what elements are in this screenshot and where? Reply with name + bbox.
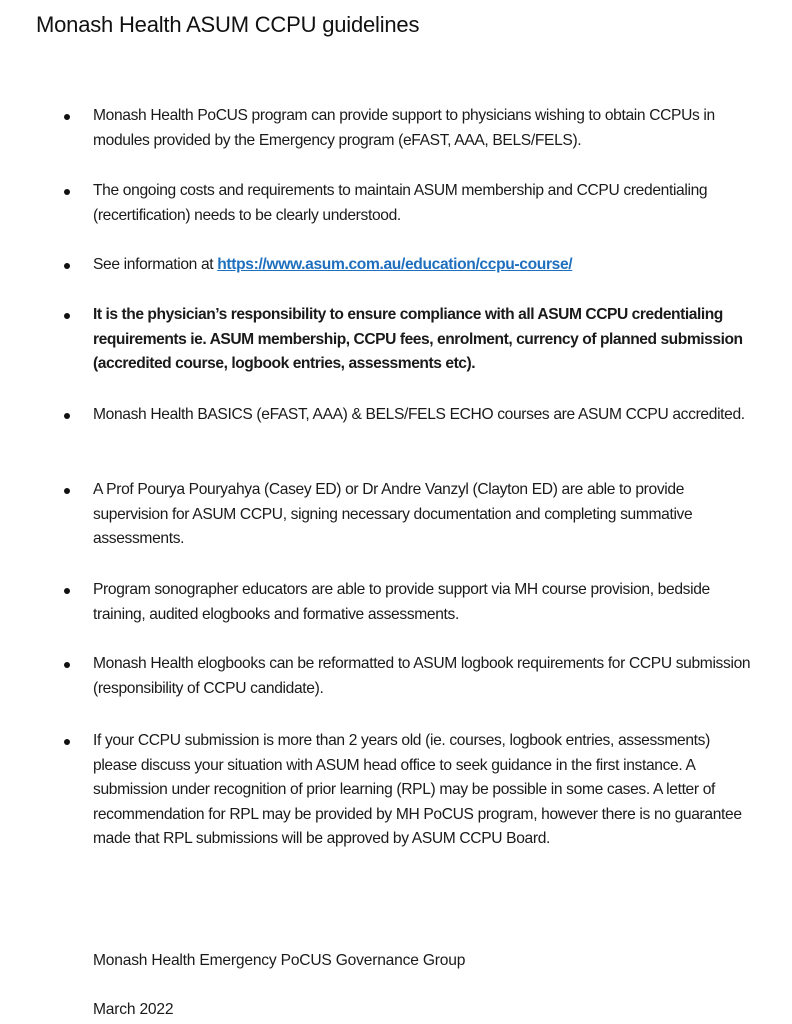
governance-group-signature: Monash Health Emergency PoCUS Governance Group <box>93 952 466 969</box>
bullet-icon <box>64 263 70 269</box>
bullet-icon <box>64 588 70 594</box>
link-prefix: See information at <box>93 256 218 273</box>
bullet-icon <box>64 189 70 195</box>
bullet-icon <box>64 313 70 319</box>
bullet-text: If your CCPU submission is more than 2 years old (ie. courses, logbook entries, assessments) please discuss your situation with ASUM head office to seek guidance in the first instance. A submission under recognition of prior learning (RPL) may be possible in some cases. A letter of recommendation for RPL may be provided by MH PoCUS program, however there is no guarantee made that RPL submissions will be approved by ASUM CCPU Board. <box>93 732 742 847</box>
bullet-icon <box>64 413 70 419</box>
document-title: Monash Health ASUM CCPU guidelines <box>36 12 420 37</box>
bullet-text: A Prof Pourya Pouryahya (Casey ED) or Dr Andre Vanzyl (Clayton ED) are able to provide supervision for ASUM CCPU, signing necessary documentation and completing summative assessments. <box>93 481 693 547</box>
bullet-icon <box>64 739 70 745</box>
bullet-text: The ongoing costs and requirements to maintain ASUM membership and CCPU credentialing (recertification) needs to be clearly understood. <box>93 182 708 224</box>
bullet-icon <box>64 662 70 668</box>
bullet-text: Monash Health PoCUS program can provide support to physicians wishing to obtain CCPUs in modules provided by the Emergency program (eFAST, AAA, BELS/FELS). <box>93 107 715 149</box>
document-date: March 2022 <box>93 1001 174 1018</box>
bullet-text: Monash Health elogbooks can be reformatted to ASUM logbook requirements for CCPU submission (responsibility of CCPU candidate). <box>93 655 751 697</box>
bullet-text: Monash Health BASICS (eFAST, AAA) & BELS/FELS ECHO courses are ASUM CCPU accredited. <box>93 406 745 423</box>
bullet-text-bold: It is the physician’s responsibility to ensure compliance with all ASUM CCPU credentialing requirements ie. ASUM membership, CCPU fees, enrolment, currency of planned submission (accredited course, logbook entries, assessments etc). <box>93 306 743 372</box>
bullet-icon <box>64 488 70 494</box>
bullet-icon <box>64 114 70 120</box>
asum-ccpu-course-link[interactable]: https://www.asum.com.au/education/ccpu-course/ <box>217 256 573 273</box>
bullet-text <box>93 253 753 278</box>
bullet-text: Program sonographer educators are able to provide support via MH course provision, bedside training, audited elogbooks and formative assessments. <box>93 581 710 623</box>
